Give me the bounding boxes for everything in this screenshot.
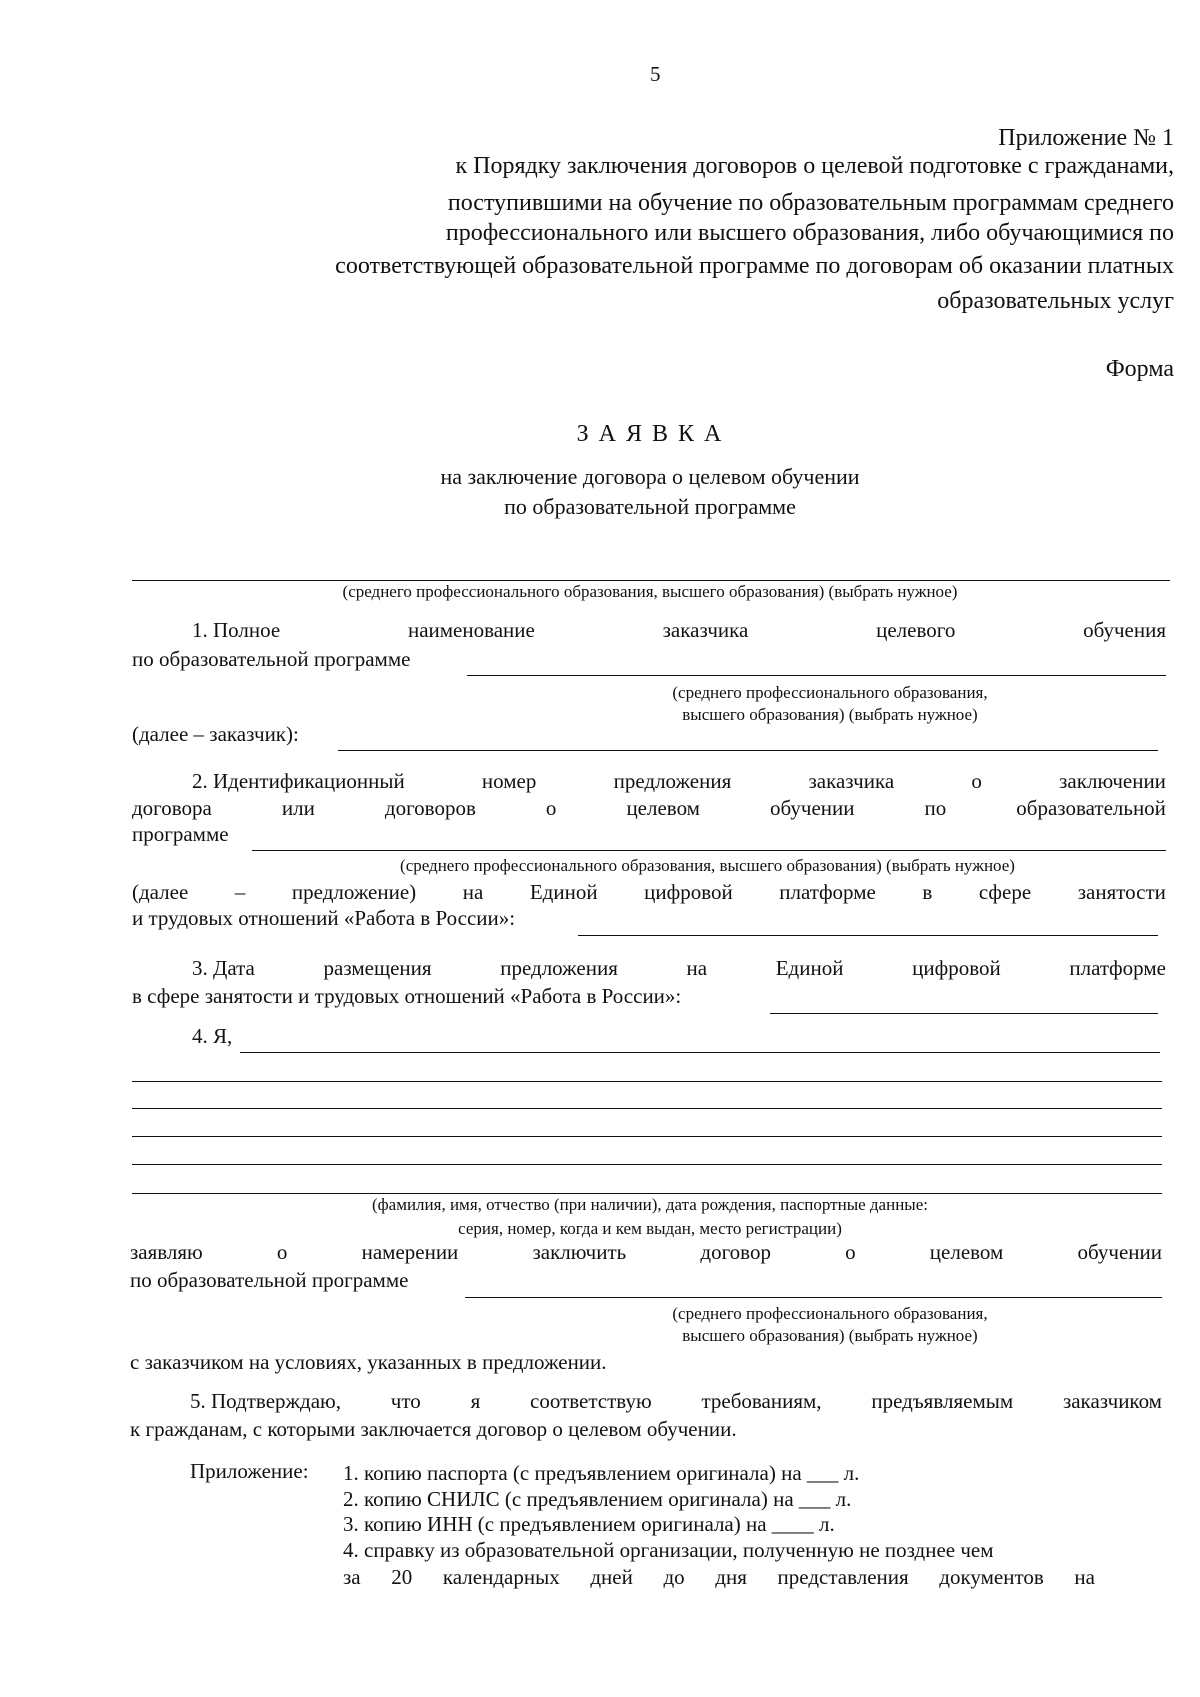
attachment-word: до — [663, 1565, 685, 1589]
level-input-line[interactable] — [132, 580, 1170, 581]
item4-word: о — [276, 1240, 288, 1264]
item2-word: о — [545, 796, 557, 820]
item5-word: 5. Подтверждаю, — [190, 1389, 341, 1413]
appendix-line: образовательных услуг — [937, 288, 1174, 314]
item1-word: заказчика — [662, 618, 749, 642]
attachment-word: представления — [777, 1565, 909, 1589]
item3-word: размещения — [323, 956, 432, 980]
item2-word: номер — [481, 769, 537, 793]
item4-word: заявляю — [130, 1240, 203, 1264]
document-subtitle: на заключение договора о целевом обучении — [440, 464, 860, 489]
item4-program-input-line[interactable] — [465, 1297, 1162, 1298]
item2-word: платформе — [779, 880, 876, 904]
item5-row1 — [130, 1389, 1162, 1414]
attachment-item: 3. копию ИНН (с предъявлением оригинала) на ____ л. — [343, 1512, 835, 1536]
item2-word: на — [462, 880, 484, 904]
customer-name-input-line[interactable] — [338, 750, 1158, 751]
item2-word: Единой — [529, 880, 598, 904]
item2-word: предложение) — [291, 880, 417, 904]
item1-word: обучения — [1083, 618, 1166, 642]
item4-hint1: (фамилия, имя, отчество (при наличии), дата рождения, паспортные данные: — [371, 1195, 928, 1214]
item2-row1 — [132, 769, 1166, 794]
attachment-word: дней — [590, 1565, 633, 1589]
item2-word: занятости — [1077, 880, 1166, 904]
attachment-item: 2. копию СНИЛС (с предъявлением оригинала) на ___ л. — [343, 1487, 852, 1511]
item1-line2: по образовательной программе — [132, 647, 411, 671]
attachment-word: 20 — [391, 1565, 413, 1589]
item2-word: о — [971, 769, 982, 793]
item4-line2: по образовательной программе — [130, 1268, 409, 1292]
item1-customer-label: (далее – заказчик): — [132, 722, 299, 746]
item2-word: по — [924, 796, 947, 820]
item4-hint2: серия, номер, когда и кем выдан, место регистрации) — [458, 1219, 842, 1238]
item4-word: заключить — [532, 1240, 627, 1264]
item1-word: 1. Полное — [192, 618, 281, 642]
appendix-line: соответствующей образовательной программе по договорам об оказании платных — [335, 253, 1174, 279]
item4-word: целевом — [929, 1240, 1004, 1264]
item2-word: сфере — [978, 880, 1032, 904]
item2-word: целевом — [626, 796, 700, 820]
item4-word: договор — [700, 1240, 771, 1264]
item2-row2 — [132, 796, 1166, 821]
personal-data-input-line[interactable] — [240, 1052, 1160, 1053]
attachment-word: документов — [939, 1565, 1044, 1589]
item2-word: в — [922, 880, 933, 904]
item2-word: договора — [132, 796, 212, 820]
item1-word: целевого — [876, 618, 956, 642]
item4-lead: 4. Я, — [192, 1024, 233, 1048]
attachment-item4-cont — [343, 1565, 1095, 1590]
item1-level-hint-b: высшего образования) (выбрать нужное) — [682, 705, 978, 724]
personal-data-input-line[interactable] — [132, 1136, 1162, 1137]
item4-word: о — [845, 1240, 856, 1264]
attachment-item: 1. копию паспорта (с предъявлением оригинала) на ___ л. — [343, 1461, 860, 1485]
appendix-line: профессионального или высшего образования, либо обучающимися по — [445, 220, 1174, 246]
item4-level-hint-a: (среднего профессионального образования, — [672, 1304, 988, 1323]
level-hint: (среднего профессионального образования, высшего образования) (выбрать нужное) — [342, 582, 958, 601]
document-subtitle: по образовательной программе — [504, 494, 796, 519]
item5-word: что — [390, 1389, 421, 1413]
appendix-line: поступившими на обучение по образовательным программам среднего — [447, 190, 1174, 216]
item4-level-hint-b: высшего образования) (выбрать нужное) — [682, 1326, 978, 1345]
item1-program-input-line[interactable] — [467, 675, 1166, 676]
item5-word: соответствую — [530, 1389, 652, 1413]
item5-word: требованиям, — [701, 1389, 822, 1413]
item2-word: или — [281, 796, 315, 820]
item3-line2: в сфере занятости и трудовых отношений «Работа в России»: — [132, 984, 682, 1008]
item2-word: предложения — [613, 769, 732, 793]
item2-level-hint: (среднего профессионального образования, высшего образования) (выбрать нужное) — [400, 856, 1015, 875]
item3-word: Единой — [775, 956, 844, 980]
item1-level-hint-a: (среднего профессионального образования, — [672, 683, 988, 702]
personal-data-input-line[interactable] — [132, 1081, 1162, 1082]
item5-word: предъявляемым — [871, 1389, 1014, 1413]
item2-word: обучении — [770, 796, 855, 820]
item5-line2: к гражданам, с которыми заключается договор о целевом обучении. — [130, 1417, 737, 1441]
item2-row4 — [132, 880, 1166, 905]
item3-row1 — [132, 956, 1166, 981]
appendix-line: к Порядку заключения договоров о целевой подготовке с гражданами, — [455, 153, 1174, 179]
item1-row — [132, 618, 1166, 643]
date-input-line[interactable] — [770, 1013, 1158, 1014]
item4-line3: с заказчиком на условиях, указанных в предложении. — [130, 1350, 607, 1374]
item2-word: образовательной — [1016, 796, 1166, 820]
item2-word: – — [234, 880, 246, 904]
personal-data-input-line[interactable] — [132, 1193, 1162, 1194]
appendix-title: Приложение № 1 — [998, 125, 1174, 151]
page-number: 5 — [650, 62, 661, 86]
proposal-input-line[interactable] — [578, 935, 1158, 936]
item2-word: договоров — [384, 796, 476, 820]
attachment-word: за — [343, 1565, 361, 1589]
attachment-word: дня — [715, 1565, 747, 1589]
item3-word: 3. Дата — [192, 956, 255, 980]
item1-word: наименование — [407, 618, 535, 642]
item4-word: намерении — [361, 1240, 459, 1264]
item2-word: (далее — [132, 880, 189, 904]
item5-word: заказчиком — [1062, 1389, 1162, 1413]
item2-word: заказчика — [808, 769, 895, 793]
item3-word: цифровой — [912, 956, 1001, 980]
item2-word: заключении — [1059, 769, 1166, 793]
item3-word: платформе — [1069, 956, 1166, 980]
item2-word: 2. Идентификационный — [192, 769, 405, 793]
item3-word: на — [686, 956, 708, 980]
personal-data-input-line[interactable] — [132, 1108, 1162, 1109]
item2-line5: и трудовых отношений «Работа в России»: — [132, 906, 516, 930]
item2-program-input-line[interactable] — [252, 850, 1166, 851]
item2-word: цифровой — [644, 880, 733, 904]
document-title: З А Я В К А — [576, 421, 724, 447]
item5-word: я — [470, 1389, 481, 1413]
form-label: Форма — [1105, 356, 1174, 382]
attachment-item: 4. справку из образовательной организации, полученную не позднее чем — [343, 1538, 994, 1562]
item3-word: предложения — [500, 956, 618, 980]
attachment-word: на — [1074, 1565, 1095, 1589]
attachments-label: Приложение: — [190, 1459, 309, 1483]
item2-line3: программе — [132, 822, 229, 846]
item4-row1 — [130, 1240, 1162, 1265]
attachment-word: календарных — [442, 1565, 560, 1589]
personal-data-input-line[interactable] — [132, 1164, 1162, 1165]
item4-word: обучении — [1077, 1240, 1162, 1264]
